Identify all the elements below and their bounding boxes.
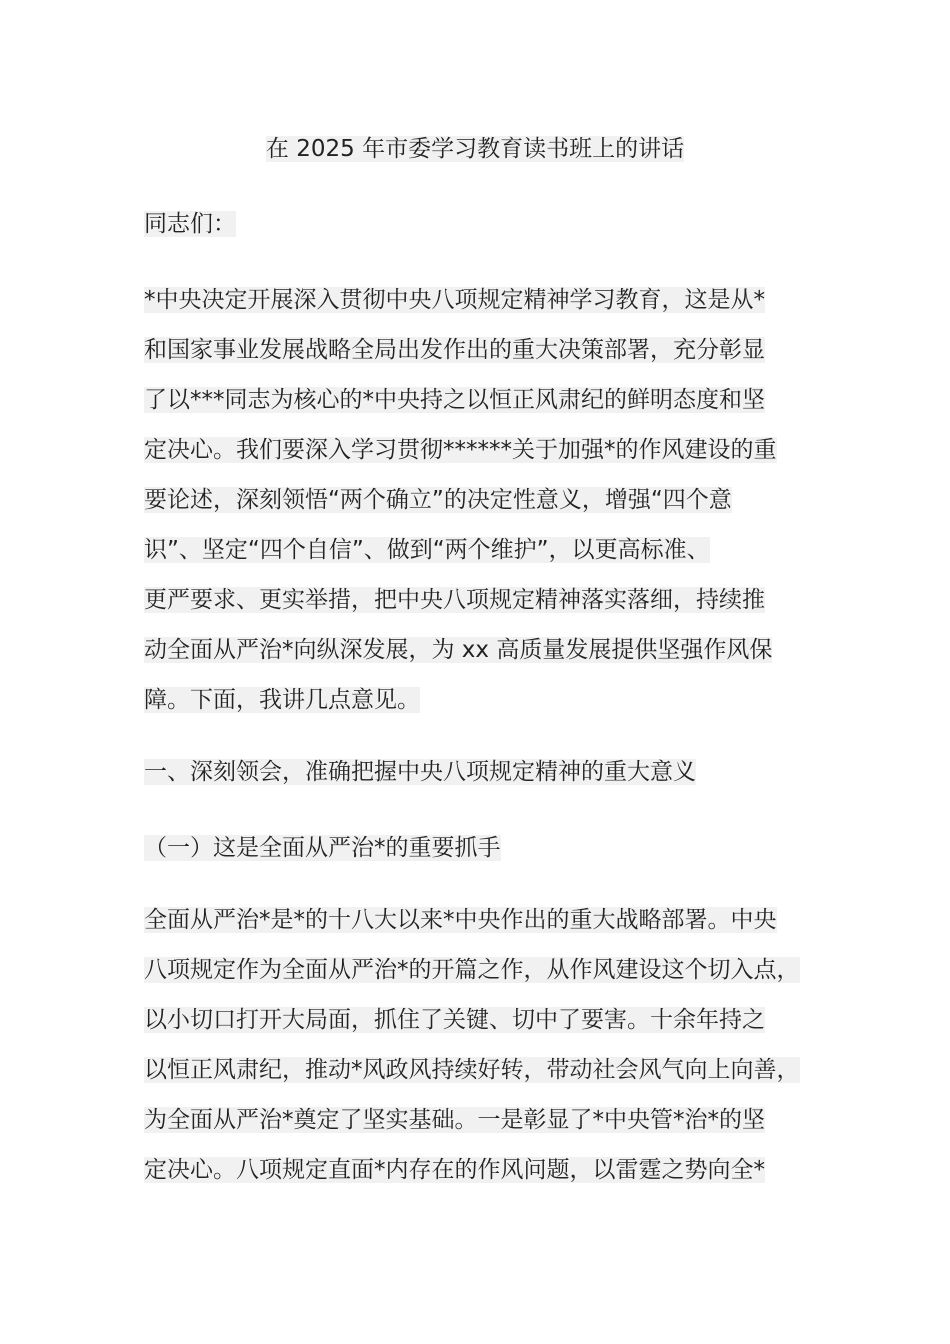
section-heading-1 (144, 752, 826, 792)
paragraph-line: 以恒正风肃纪，推动*风政风持续好转，带动社会风气向上向善， (144, 1057, 800, 1083)
paragraph-line: 全面从严治*是*的十八大以来*中央作出的重大战略部署。中央 (144, 907, 777, 933)
paragraph-section-1 (144, 895, 826, 1195)
paragraph-line: 障。下面，我讲几点意见。 (144, 687, 420, 713)
subsection-heading-1 (144, 828, 826, 868)
paragraph-line: 识”、坚定“四个自信”、做到“两个维护”，以更高标准、 (144, 537, 710, 563)
paragraph-line: 动全面从严治*向纵深发展，为 xx 高质量发展提供坚强作风保 (144, 637, 773, 663)
paragraph-line: 以小切口打开大局面，抓住了关键、切中了要害。十余年持之 (144, 1007, 765, 1033)
paragraph-intro (144, 275, 826, 725)
paragraph-line: 了以***同志为核心的*中央持之以恒正风肃纪的鲜明态度和坚 (144, 387, 765, 413)
paragraph-line: 更严要求、更实举措，把中央八项规定精神落实落细，持续推 (144, 587, 765, 613)
document-title (0, 131, 950, 167)
paragraph-line: 要论述，深刻领悟“两个确立”的决定性意义，增强“四个意 (144, 487, 732, 513)
paragraph-line: 八项规定作为全面从严治*的开篇之作，从作风建设这个切入点， (144, 957, 800, 983)
title-text: 在 2025 年市委学习教育读书班上的讲话 (265, 136, 685, 162)
greeting-text: 同志们： (144, 211, 236, 237)
greeting (144, 204, 826, 244)
paragraph-line: *中央决定开展深入贯彻中央八项规定精神学习教育，这是从* (144, 287, 765, 313)
paragraph-line: 定决心。八项规定直面*内存在的作风问题，以雷霆之势向全* (144, 1157, 765, 1183)
paragraph-line: 和国家事业发展战略全局出发作出的重大决策部署，充分彰显 (144, 337, 765, 363)
paragraph-line: 定决心。我们要深入学习贯彻******关于加强*的作风建设的重 (144, 437, 777, 463)
section-heading-text: 一、深刻领会，准确把握中央八项规定精神的重大意义 (144, 759, 696, 785)
subsection-heading-text: （一）这是全面从严治*的重要抓手 (144, 835, 501, 861)
paragraph-line: 为全面从严治*奠定了坚实基础。一是彰显了*中央管*治*的坚 (144, 1107, 765, 1133)
